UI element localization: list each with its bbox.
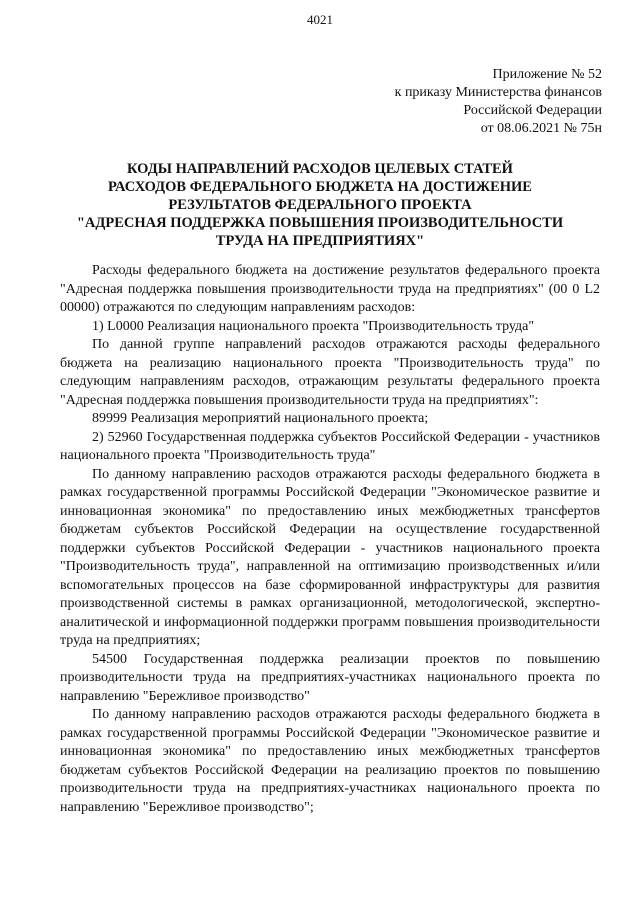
- page-number: 4021: [307, 12, 333, 27]
- appendix-line-2: к приказу Министерства финансов: [394, 85, 602, 100]
- paragraph-code-89999: 89999 Реализация мероприятий национального проекта;: [92, 411, 429, 426]
- document-body: [60, 262, 600, 817]
- paragraph-item-2-description: По данному направлению расходов отражаются расходы федерального бюджета в рамках государственной программы Российской Федерации "Экономическое развитие и инновационная экономика" по предоставлению иных межбюджетных трансфертов бюджетам субъектов Российской Федерации на осуществление государственной поддержки субъектов Российской Федерации - участников национального проекта "Производительность труда", направленной на оптимизацию производственных и/или вспомогательных процессов на базе сформированной инфраструктуры для развития производственной системы в рамках организационной, методологической, экспертно-аналитической и информационной поддержки программ повышения производительности труда на предприятиях;: [60, 466, 600, 648]
- paragraph-item-1: 1) L0000 Реализация национального проекта "Производительность труда": [92, 318, 535, 334]
- appendix-line-4: от 08.06.2021 № 75н: [480, 121, 602, 136]
- title-line-4: "АДРЕСНАЯ ПОДДЕРЖКА ПОВЫШЕНИЯ ПРОИЗВОДИТЕЛЬНОСТИ: [76, 215, 564, 231]
- title-line-2: РАСХОДОВ ФЕДЕРАЛЬНОГО БЮДЖЕТА НА ДОСТИЖЕНИЕ: [108, 179, 532, 195]
- title-line-3: РЕЗУЛЬТАТОВ ФЕДЕРАЛЬНОГО ПРОЕКТА: [168, 197, 472, 213]
- title-line-1: КОДЫ НАПРАВЛЕНИЙ РАСХОДОВ ЦЕЛЕВЫХ СТАТЕЙ: [127, 161, 513, 177]
- title-line-5: ТРУДА НА ПРЕДПРИЯТИЯХ": [215, 233, 425, 249]
- paragraph-item-1-description: По данной группе направлений расходов отражаются расходы федерального бюджета на реализацию национального проекта "Производительность труда" по следующим направлениям расходов, отражающим результаты федерального проекта "Адресная поддержка повышения производительности труда на предприятиях":: [60, 337, 600, 408]
- paragraph-code-54500-description: По данному направлению расходов отражаются расходы федерального бюджета в рамках государственной программы Российской Федерации "Экономическое развитие и инновационная экономика" по предоставлению иных межбюджетных трансфертов бюджетам субъектов Российской Федерации на реализацию проектов по повышению производительности труда на предприятиях-участниках национального проекта по направлению "Бережливое производство";: [60, 707, 600, 815]
- paragraph-code-54500: 54500 Государственная поддержка реализации проектов по повышению производительности труда на предприятиях-участниках национального проекта по направлению "Бережливое производство": [60, 651, 600, 704]
- appendix-block: [362, 66, 602, 138]
- paragraph-item-2: 2) 52960 Государственная поддержка субъектов Российской Федерации - участников национального проекта "Производительность труда": [60, 429, 600, 463]
- document-title: [40, 160, 600, 250]
- appendix-line-3: Российской Федерации: [463, 103, 602, 118]
- appendix-line-1: Приложение № 52: [492, 67, 602, 82]
- paragraph-intro: Расходы федерального бюджета на достижение результатов федерального проекта "Адресная поддержка повышения производительности труда на предприятиях" (00 0 L2 00000) отражаются по следующим направлениям расходов:: [60, 263, 600, 315]
